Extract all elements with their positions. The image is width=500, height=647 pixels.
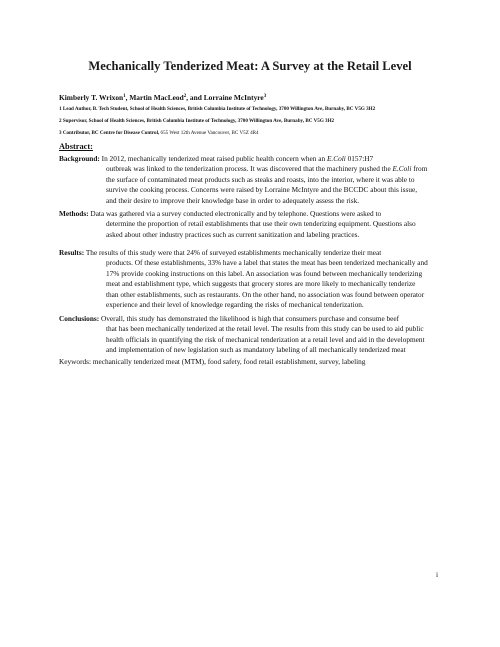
results-line-6: experience and their level of knowledge regarding the risks of mechanical tenderization. bbox=[106, 300, 364, 310]
methods-section bbox=[59, 209, 439, 240]
affiliation-3-text: 655 West 12th Avenue Vancouver, BC V5Z 4R4 bbox=[159, 130, 259, 136]
results-line-3: 17% provide cooking instructions on this label. An association was found between mechanically tenderizing bbox=[106, 268, 423, 278]
abstract-heading: Abstract: bbox=[59, 142, 93, 151]
conclusions-label: Conclusions: bbox=[59, 314, 100, 323]
author-2: , Martin MacLeod bbox=[125, 93, 184, 102]
author-3: , and Lorraine McIntyre bbox=[186, 93, 264, 102]
background-line-4: survive the cooking process. Concerns were raised by Lorraine McIntyre and the BCCDC about this issue, bbox=[106, 185, 418, 195]
methods-line-2: determine the proportion of retail establishments that use their own tenderizing equipment. Questions also bbox=[106, 219, 416, 229]
results-line-4: meat and establishment type, which suggests that grocery stores are more likely to mechanically tenderize bbox=[106, 279, 416, 289]
methods-label: Methods: bbox=[59, 209, 89, 218]
affiliation-1-label: 1 Lead Author, B. Tech Student, bbox=[59, 106, 129, 112]
results-label: Results: bbox=[59, 248, 85, 257]
background-line-3: the surface of contaminated meat products such as steaks and roasts, into the interior, where it was able to bbox=[106, 174, 415, 184]
background-ecoli-2: E.Coli bbox=[392, 164, 412, 174]
page-number: i bbox=[436, 570, 439, 579]
background-line-5: and their desire to improve their knowledge base in order to adequately assess the risk. bbox=[106, 195, 360, 205]
conclusions-line-4: and implementation of new legislation such as mandatory labeling of all mechanically tenderized meat bbox=[106, 345, 406, 355]
results-line-5: than other establishments, such as restaurants. On the other hand, no association was found between operator bbox=[106, 289, 425, 299]
results-line-2: products. Of these establishments, 33% have a label that states the meat has been tenderized mechanically and bbox=[106, 258, 428, 268]
affiliation-1 bbox=[59, 106, 375, 112]
background-line-1-end: 0157:H7 bbox=[345, 154, 374, 163]
background-section bbox=[59, 154, 439, 206]
methods-line-3: asked about other industry practices such as current sanitization and labeling practices. bbox=[106, 229, 360, 239]
paper-title: Mechanically Tenderized Meat: A Survey at the Retail Level bbox=[88, 59, 412, 73]
conclusions-line-2: that has been mechanically tenderized at the retail level. The results from this study can be used to aid public bbox=[106, 324, 424, 334]
background-line-2: outbreak was linked to the tenderization process. It was discovered that the machinery pushed the bbox=[106, 164, 393, 174]
results-line-1: The results of this study were that 24% of surveyed establishments mechanically tenderize their meat bbox=[84, 248, 382, 257]
affiliation-3 bbox=[59, 130, 259, 136]
conclusions-line-1: Overall, this study has demonstrated the likelihood is high that consumers purchase and consume beef bbox=[99, 314, 400, 323]
results-section bbox=[59, 248, 439, 310]
author-3-mark: 3 bbox=[263, 94, 267, 99]
affiliation-2 bbox=[59, 118, 334, 124]
background-line-2-end: from bbox=[411, 164, 428, 174]
background-ecoli-1: E.Coli bbox=[326, 154, 346, 163]
conclusions-section bbox=[59, 314, 439, 356]
methods-line-1: Data was gathered via a survey conducted electronically and by telephone. Questions were asked to bbox=[88, 209, 382, 218]
affiliation-3-label: 3 Contributor, BC Centre for Disease Control, bbox=[59, 130, 160, 136]
affiliation-2-label: 2 Supervisor, bbox=[59, 118, 88, 124]
conclusions-line-3: health officials in quantifying the risk of mechanical tenderization at a retail level and aid in the development bbox=[106, 334, 425, 344]
keywords-line: Keywords: mechanically tenderized meat (MTM), food safety, food retail establishment, survey, labeling bbox=[59, 357, 366, 366]
background-line-1: In 2012, mechanically tenderized meat raised public health concern when an bbox=[99, 154, 327, 163]
author-2-mark: 2 bbox=[183, 94, 187, 99]
author-1-mark: 1 bbox=[123, 94, 126, 99]
affiliation-2-text: School of Health Sciences, British Columbia Institute of Technology, 3700 Willington Ave, Burnaby, BC V5G 3H2 bbox=[87, 118, 335, 124]
background-label: Background: bbox=[59, 154, 100, 163]
author-line bbox=[59, 93, 266, 102]
author-1: Kimberly T. Wrixon bbox=[59, 93, 124, 102]
affiliation-1-text: School of Health Sciences, British Columbia Institute of Technology, 3700 Willington Ave, Burnaby, BC V5G 3H2 bbox=[128, 106, 376, 112]
